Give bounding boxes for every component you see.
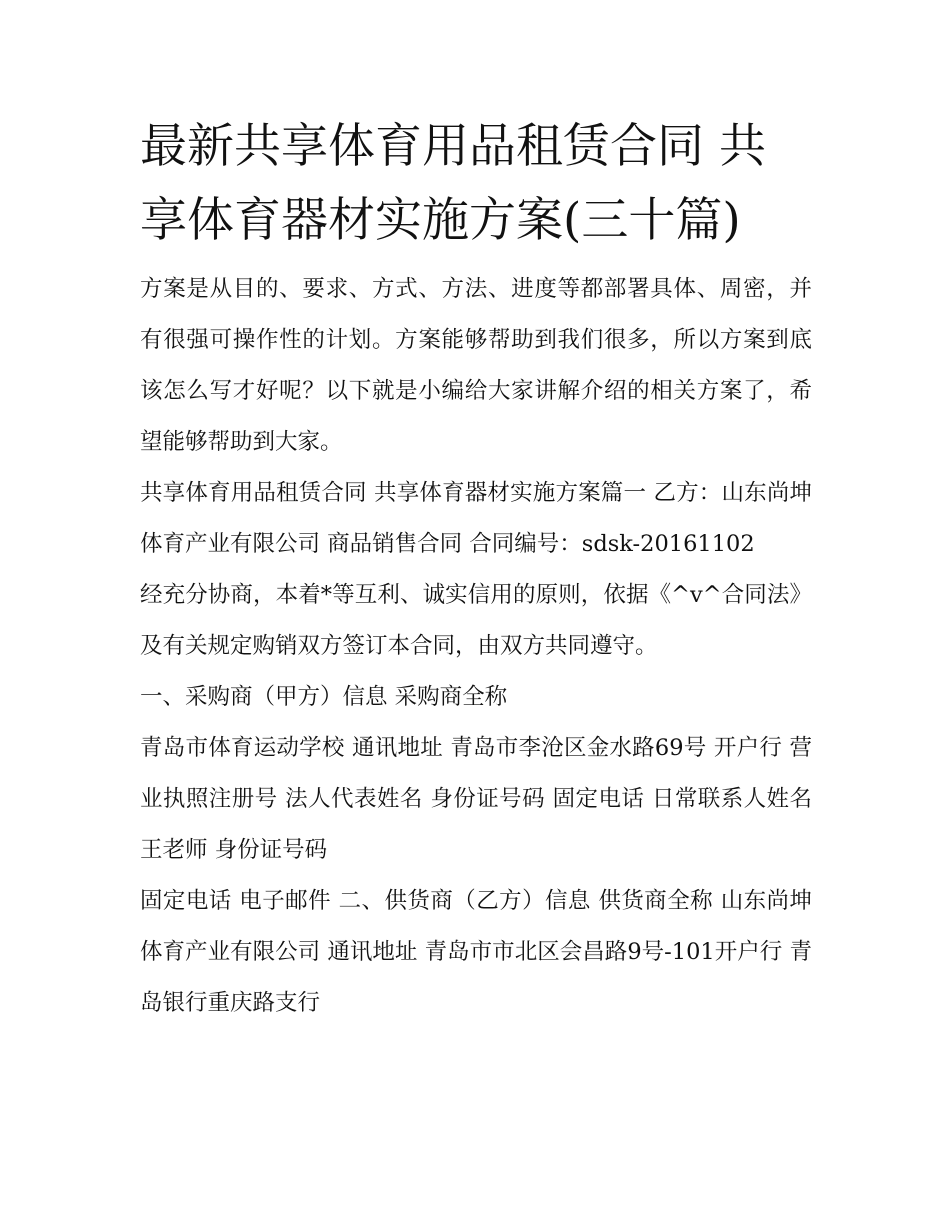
supplier-info-paragraph: 固定电话 电子邮件 二、供货商（乙方）信息 供货商全称 山东尚坤体育产业有限公司 通讯地址 青岛市市北区会昌路9号-101开户行 青岛银行重庆路支行	[140, 888, 812, 1016]
intro-paragraph: 方案是从目的、要求、方式、方法、进度等都部署具体、周密，并有很强可操作性的计划。方案能够帮助到我们很多，所以方案到底该怎么写才好呢？以下就是小编给大家讲解介绍的相关方案了，希望能够帮助到大家。	[140, 276, 812, 455]
section-one-heading: 一、采购商（甲方）信息 采购商全称	[140, 684, 508, 710]
contract-header-paragraph: 共享体育用品租赁合同 共享体育器材实施方案篇一 乙方：山东尚坤体育产业有限公司 商品销售合同 合同编号：sdsk-20161102	[140, 480, 812, 557]
document-page	[140, 110, 812, 1029]
document-title: 最新共享体育用品租赁合同 共享体育器材实施方案(三十篇)	[140, 119, 766, 248]
consultation-paragraph: 经充分协商，本着*等互利、诚实信用的原则，依据《^v^合同法》及有关规定购销双方签订本合同，由双方共同遵守。	[140, 582, 812, 659]
buyer-info-paragraph: 青岛市体育运动学校 通讯地址 青岛市李沧区金水路69号 开户行 营业执照注册号 法人代表姓名 身份证号码 固定电话 日常联系人姓名 王老师 身份证号码	[140, 735, 812, 863]
